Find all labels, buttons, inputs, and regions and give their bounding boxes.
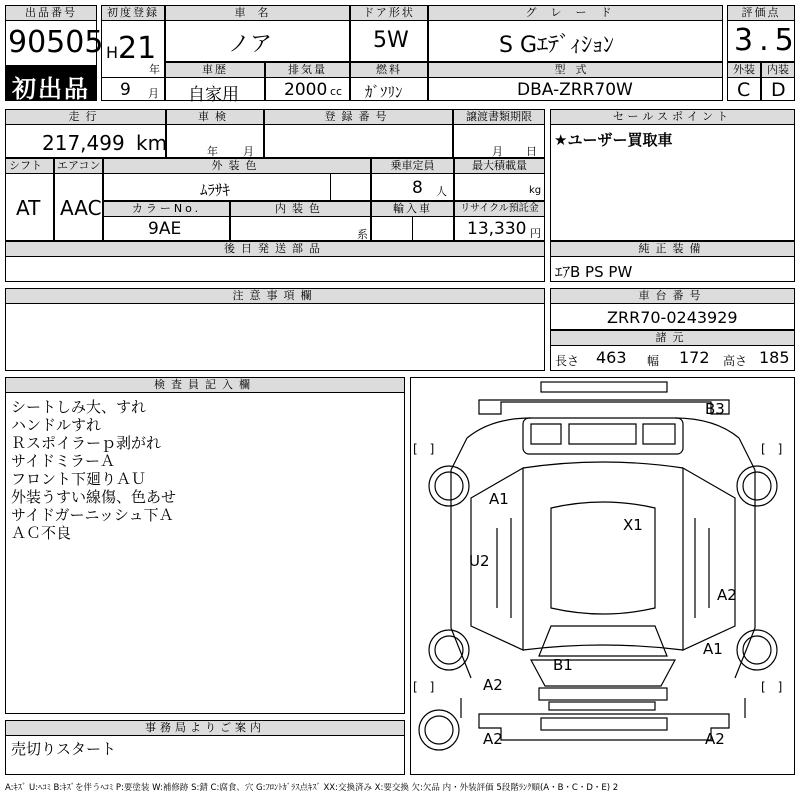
reg-era: H [106,43,119,62]
capacity-cell [371,173,454,201]
legend-footer: A:ｷｽﾞ U:ﾍｺﾐ B:ｷｽﾞを伴うﾍｺﾐ P:要塗装 W:補修跡 S:錆 C:腐食、穴 G:ﾌﾛﾝﾄｶﾞﾗｽ点ｷｽﾞ XX:交換済み X:要交換 欠:欠品 内・外装評価 5段階ﾗﾝｸ順(A・B・C・D・E) 2 [5,783,619,793]
recycle-unit: 円 [530,227,541,240]
damage-diagram [410,377,795,775]
damage-mark: A2 [717,586,737,604]
aircon-value: AAC [60,196,102,220]
inspector-label: 検査員記入欄 [5,377,405,393]
office-cell [5,735,405,775]
equipment-cell [550,256,795,282]
door-cell [350,20,428,62]
fuel-cell [350,77,428,101]
damage-mark: A2 [705,730,725,748]
ext-score-cell [727,77,761,101]
bracket-left-top: [ ] [413,442,435,456]
specs-cell [550,345,795,371]
inspector-line: Ｒスポイラーｐ剥がれ [11,434,162,452]
notes-label: 注意事項欄 [5,288,545,304]
shift-value: AT [16,196,41,220]
reg-year: 21 [118,31,157,66]
bracket-left-bottom: [ ] [413,680,435,694]
import-cell-a [371,216,413,241]
inspection-label: 車検 [166,109,264,125]
maxload-label: 最大積載量 [454,158,545,174]
chassis-label: 車台番号 [550,288,795,304]
displacement-unit: cc [330,85,343,98]
import-cell-b [412,216,454,241]
notes-cell [5,303,545,371]
mileage-unit: km [136,131,168,155]
aircon-label: エアコン [54,158,103,174]
inspector-cell [5,392,405,714]
colorno-value: 9AE [148,219,182,239]
name-cell [165,20,350,62]
inspector-line: シートしみ大、すれ [11,398,147,416]
name-label: 車名 [165,5,350,21]
interior-label: 内装色 [230,201,371,217]
aircon-cell [54,173,103,241]
exterior-extra-cell [330,173,371,201]
plate-cell [264,124,453,158]
plate-label: 登録番号 [264,109,453,125]
inspector-line: ＡＣ不良 [11,524,72,542]
history-value: 自家用 [188,85,239,105]
recycle-value: 13,330 [467,219,527,239]
int-score-cell [761,77,795,101]
recycle-label: リサイクル預託金 [454,201,545,217]
damage-mark: U2 [469,552,490,570]
score-label: 評価点 [727,5,795,21]
transfer-label: 譲渡書類期限 [453,109,545,125]
car-name: ノア [228,32,273,57]
length-value: 463 [596,348,627,367]
transfer-month-unit: 月 [492,145,503,158]
inspector-line: ハンドルすれ [11,416,102,434]
capacity-unit: 人 [436,185,447,198]
exterior-value: ﾑﾗｻｷ [200,181,231,199]
equipment-value: ｴｱB PS PW [555,263,633,281]
sales-point-text: ★ユーザー買取車 [554,131,673,149]
ext-label: 外装 [727,62,761,78]
transfer-day-unit: 日 [526,145,537,158]
fuel-label: 燃料 [350,62,428,78]
ext-score: C [737,79,751,101]
height-label: 高さ [723,354,748,368]
lot-label: 出品番号 [5,5,97,21]
sales-label: セールスポイント [550,109,795,125]
mileage-label: 走行 [5,109,166,125]
door-label: ドア形状 [350,5,428,21]
equipment-label: 純正装備 [550,241,795,257]
damage-mark: A2 [483,730,503,748]
chassis-cell [550,303,795,330]
grade-cell [428,20,723,62]
damage-mark: B3 [705,400,725,418]
damage-mark: X1 [623,516,643,534]
lot-number: 90505 [8,25,104,60]
damage-mark: A1 [703,640,723,658]
transfer-cell [453,124,545,158]
capacity-label: 乗車定員 [371,158,454,174]
office-label: 事務局よりご案内 [5,720,405,736]
damage-mark: A1 [489,490,509,508]
grade-value: S Gｴﾃﾞｨｼｮﾝ [499,33,615,58]
inspector-line: 外装うすい線傷、色あせ [11,488,177,506]
specs-label: 諸元 [550,330,795,346]
maxload-cell [454,173,545,201]
inspector-line: サイドミラーＡ [11,452,115,470]
colorno-cell [103,216,230,241]
reg-year-cell [101,20,165,78]
office-text: 売切りスタート [11,740,117,758]
chassis-value: ZRR70-0243929 [607,308,738,327]
int-label: 内装 [761,62,795,78]
recycle-cell [454,216,545,241]
shift-cell [5,173,54,241]
damage-mark: B1 [553,656,573,674]
later-parts-label: 後日発送部品 [5,241,545,257]
displacement-label: 排気量 [265,62,350,78]
inspection-year-unit: 年 [207,145,218,158]
width-label: 幅 [647,354,660,368]
model-label: 型式 [428,62,723,78]
exterior-cell [103,173,331,201]
displacement-value: 2000 [284,80,328,100]
bracket-right-bottom: [ ] [761,680,783,694]
reg-label: 初度登録 [101,5,165,21]
fuel-value: ｶﾞｿﾘﾝ [365,83,403,101]
height-value: 185 [759,348,790,367]
inspector-line: サイドガーニッシュ下Ａ [11,506,174,524]
history-cell [165,77,265,105]
capacity-value: 8 [412,178,423,198]
grade-label: グレード [428,5,723,21]
damage-mark: A2 [483,676,503,694]
bracket-right-top: [ ] [761,442,783,456]
int-score: D [771,79,786,101]
door-value: 5W [373,28,409,53]
shift-label: シフト [5,158,54,174]
width-value: 172 [679,348,710,367]
score-cell [727,20,800,62]
inspection-cell [166,124,264,158]
mileage-value: 217,499 [42,131,125,155]
interior-cell [230,216,371,241]
later-parts-cell [5,256,545,282]
history-label: 車歴 [165,62,265,78]
displacement-cell [265,77,350,101]
car-outline-diagram [411,378,794,774]
import-label: 輸入車 [371,201,454,217]
exterior-label: 外装色 [103,158,371,174]
length-label: 長さ [555,354,580,368]
model-cell [428,77,723,101]
score-value: 3.5 [734,23,800,58]
first-listing-badge [5,66,97,101]
first-listing-badge-text: 初出品 [12,75,90,103]
sales-cell [550,124,795,241]
colorno-label: カラーNo. [103,201,230,217]
maxload-unit: kg [529,185,542,196]
reg-month-unit: 月 [148,87,159,100]
reg-month: 9 [120,80,131,100]
inspector-line: フロント下廻りＡＵ [11,470,147,488]
lot-number-cell [5,20,104,66]
interior-unit: 系 [357,228,368,241]
inspection-month-unit: 月 [243,145,254,158]
model-value: DBA-ZRR70W [517,80,633,100]
mileage-cell [5,124,166,158]
reg-year-unit: 年 [149,63,160,76]
reg-month-cell [101,77,165,101]
